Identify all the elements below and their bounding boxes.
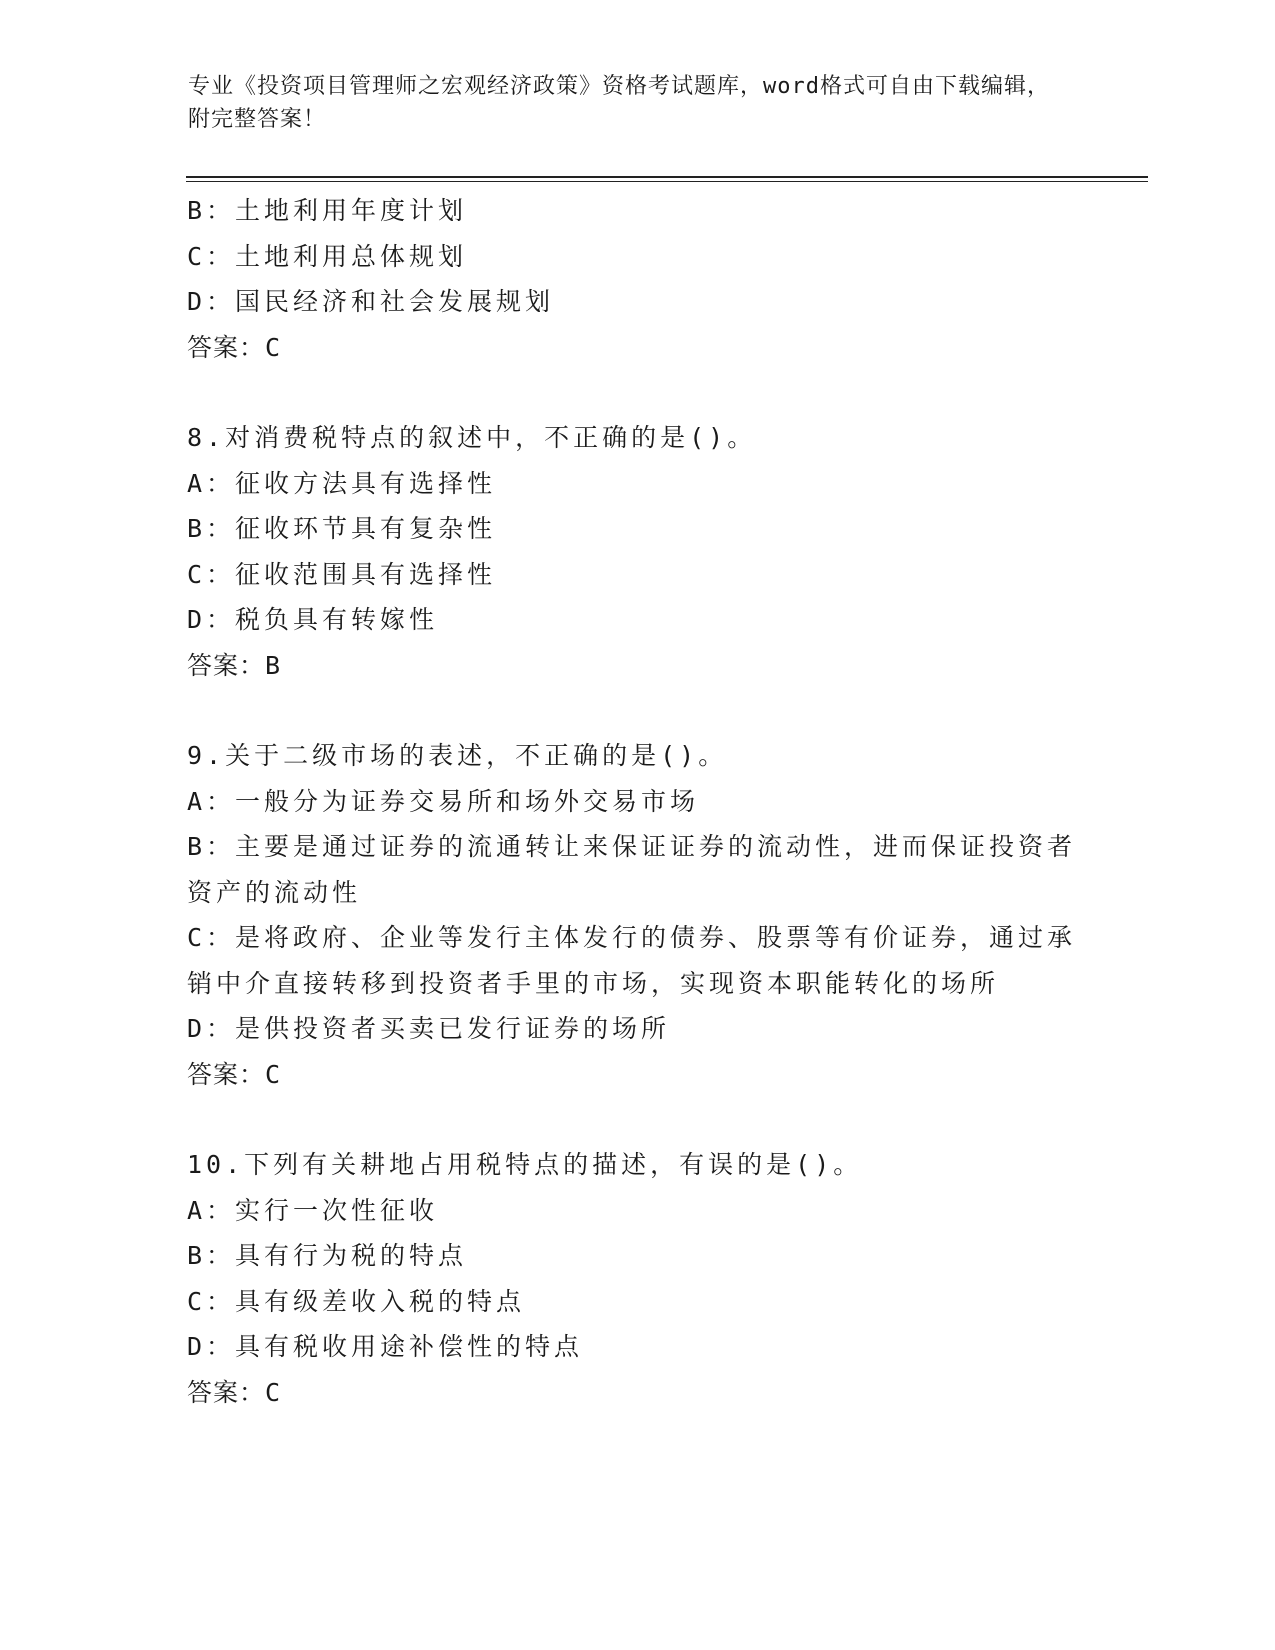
option-a: A：一般分为证券交易所和场外交易市场 (187, 786, 700, 816)
option-a: A：征收方法具有选择性 (187, 468, 497, 498)
document-header (188, 70, 1068, 136)
spacer (187, 1097, 1087, 1142)
answer: 答案：C (187, 1059, 282, 1089)
option-d: D：是供投资者买卖已发行证券的场所 (187, 1014, 671, 1043)
option-d: D：国民经济和社会发展规划 (187, 287, 555, 316)
option-d: D：具有税收用途补偿性的特点 (187, 1332, 584, 1361)
question-block-7 (187, 188, 1087, 370)
answer: 答案：C (187, 332, 282, 362)
question-stem: 8.对消费税特点的叙述中，不正确的是()。 (187, 423, 757, 452)
answer: 答案：C (187, 1377, 282, 1407)
question-block-10 (187, 1142, 1087, 1415)
option-b: B：征收环节具有复杂性 (187, 514, 497, 543)
answer: 答案：B (187, 650, 282, 680)
option-b: B：具有行为税的特点 (187, 1241, 468, 1270)
question-block-9 (187, 733, 1087, 1097)
option-c: C：具有级差收入税的特点 (187, 1286, 526, 1316)
option-c: C：土地利用总体规划 (187, 241, 468, 271)
header-text: 专业《投资项目管理师之宏观经济政策》资格考试题库，word格式可自由下载编辑，附完整答案！ (188, 74, 1050, 132)
option-a: A：实行一次性征收 (187, 1195, 439, 1225)
question-list (187, 188, 1087, 1415)
option-c: C：是将政府、企业等发行主体发行的债券、股票等有价证券，通过承销中介直接转移到投资者手里的市场，实现资本职能转化的场所 (187, 923, 1077, 998)
header-divider-thick (186, 176, 1148, 178)
spacer (187, 688, 1087, 733)
option-b: B：土地利用年度计划 (187, 196, 468, 225)
question-stem: 10.下列有关耕地占用税特点的描述，有误的是()。 (187, 1150, 863, 1179)
question-stem: 9.关于二级市场的表述，不正确的是()。 (187, 741, 728, 770)
option-c: C：征收范围具有选择性 (187, 559, 497, 589)
spacer (187, 370, 1087, 415)
option-b: B：主要是通过证券的流通转让来保证证券的流动性，进而保证投资者资产的流动性 (187, 832, 1077, 907)
header-divider-thin (186, 181, 1148, 182)
option-d: D：税负具有转嫁性 (187, 605, 439, 634)
question-block-8 (187, 415, 1087, 688)
